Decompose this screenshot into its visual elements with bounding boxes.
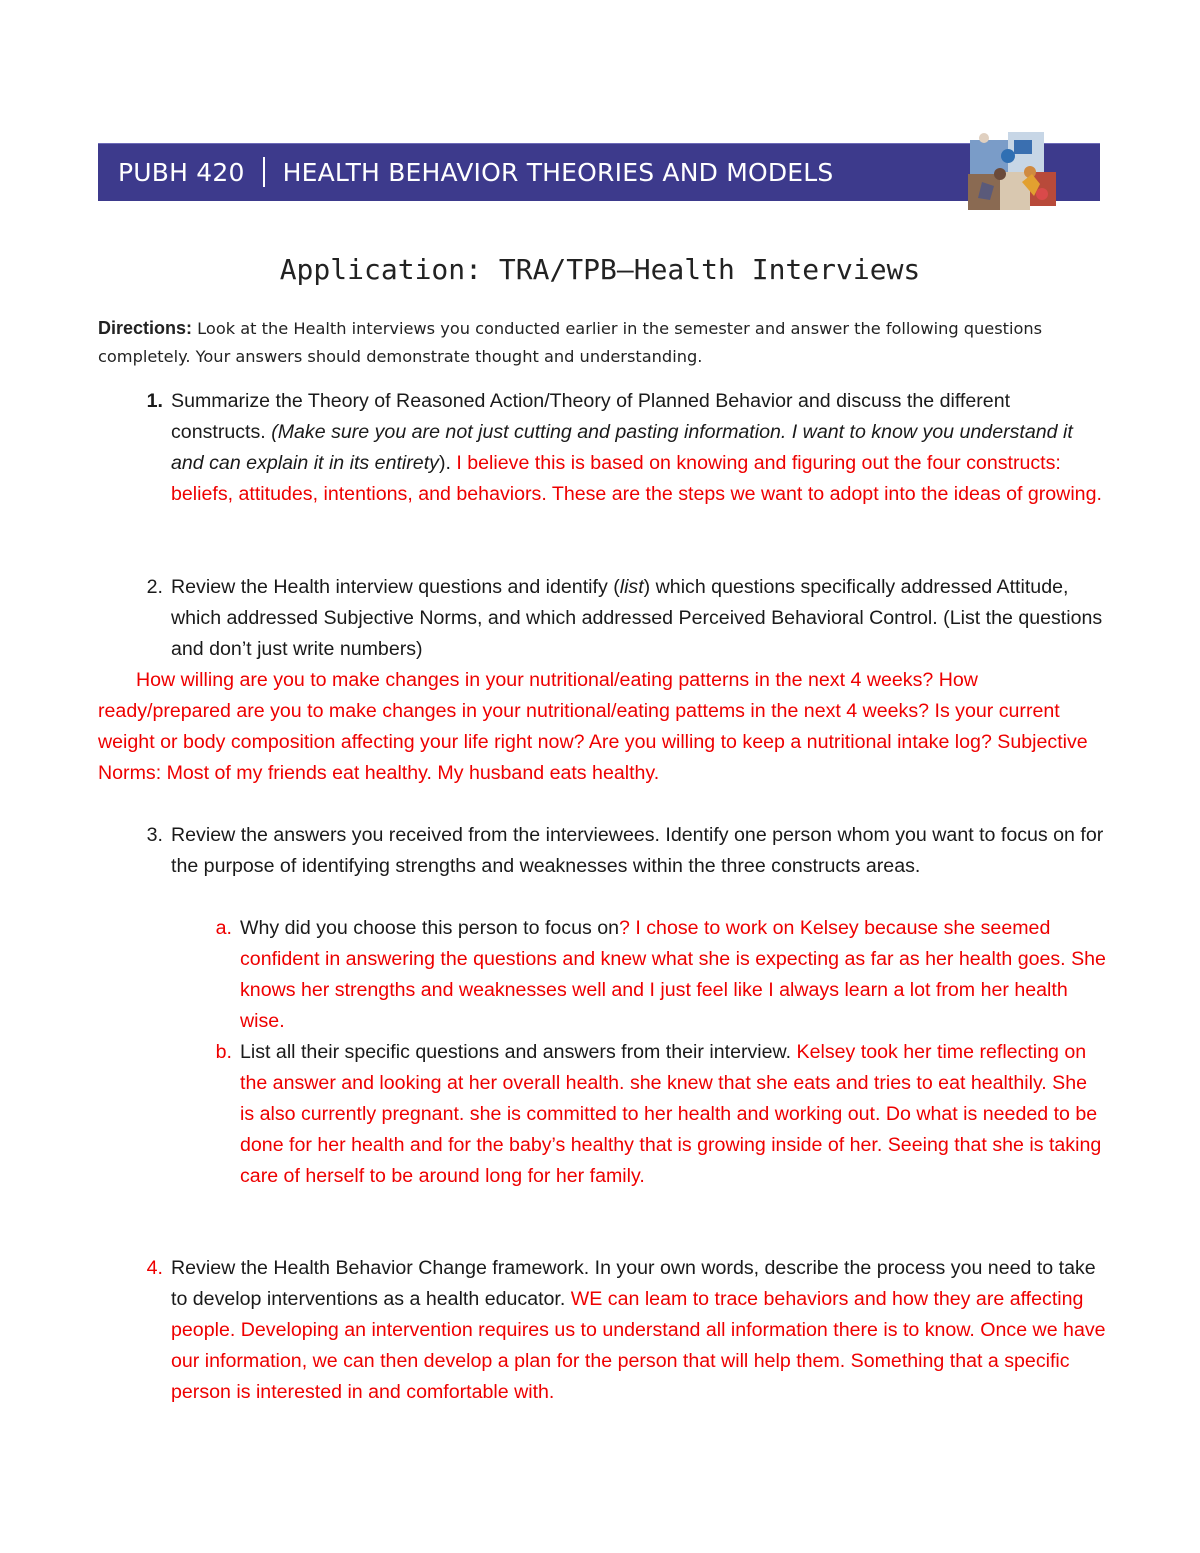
banner-divider [263, 157, 265, 187]
subitem-answer: Kelsey took her time reflecting on the answer and looking at her overall health. she knew that she eats and tries to eat healthily. She is also currently pregnant. she is committed to her health and working out. Do what is needed to be done for her health and for the baby’s healthy that is growing inside of her. Seeing that she is taking care of herself to be around long for her family. [240, 1041, 1102, 1187]
directions-paragraph [98, 314, 1058, 371]
question-prompt-italic: list [619, 576, 644, 598]
course-banner [98, 143, 1100, 201]
answer-text: I believe this is based on knowing and figuring out the four constructs: beliefs, attitudes, intentions, and behaviors. These are the steps we want to adopt into the ideas of growing. [171, 452, 1102, 505]
question-number: 4. [146, 1257, 163, 1279]
subitem-a [215, 913, 1106, 1037]
question-1 [146, 386, 1106, 510]
question-prompt-a: Review the Health interview questions and identify ( [171, 576, 620, 598]
subitem-prompt: Why did you choose this person to focus on [240, 917, 620, 939]
question-prompt-end: ). [438, 452, 457, 474]
question-prompt: Review the answers you received from the interviewees. Identify one person whom you want to focus on for the purpose of identifying strengths and weaknesses within the three constructs areas. [171, 824, 1104, 877]
question-number: 2. [146, 576, 163, 598]
directions-text: Look at the Health interviews you conducted earlier in the semester and answer the following questions completely. Your answers should demonstrate thought and understanding. [98, 319, 1043, 366]
question-prompt-italic: (Make sure you are not just cutting and pasting information. I want to know you understand it and can explain it in its entirety [171, 421, 1073, 474]
subitem-letter: a. [215, 917, 232, 939]
puzzle-logo-image [962, 122, 1062, 214]
question-2 [146, 572, 1106, 665]
subitem-letter: b. [215, 1041, 232, 1063]
question-4 [146, 1253, 1106, 1408]
question-prompt: Summarize the Theory of Reasoned Action/Theory of Planned Behavior and discuss the different constructs. [171, 390, 1011, 443]
course-code: PUBH 420 [118, 158, 245, 187]
question-prompt: Review the Health Behavior Change framework. In your own words, describe the process you need to take to develop interventions as a health educator. [171, 1257, 1096, 1310]
question-prompt-b: ) which questions specifically addressed Attitude, which addressed Subjective Norms, and which addressed Perceived Behavioral Control. (List the questions and don’t just write numbers) [171, 576, 1103, 660]
subitem-prompt: List all their specific questions and answers from their interview. [240, 1041, 797, 1063]
question-number: 1. [146, 390, 163, 412]
banner-title [118, 144, 834, 201]
question-number: 3. [146, 824, 163, 846]
answer-text: WE can leam to trace behaviors and how they are affecting people. Developing an intervention requires us to understand all information there is to know. Once we have our information, we can then develop a plan for the person that will help them. Something that a specific person is interested in and comfortable with. [171, 1288, 1106, 1403]
directions-label: Directions: [98, 318, 193, 338]
subitem-b [215, 1037, 1106, 1192]
question-3 [146, 820, 1106, 882]
course-title: HEALTH BEHAVIOR THEORIES AND MODELS [282, 158, 834, 187]
answer-2: How willing are you to make changes in your nutritional/eating patterns in the next 4 weeks? How ready/prepared are you to make changes in your nutritional/eating pattems in the next 4 weeks? Is your current weight or body composition affecting your life right now? Are you willing to keep a nutritional intake log? Subjective Norms: Most of my friends eat healthy. My husband eats healthy. [98, 669, 1088, 784]
subitem-answer: ? I chose to work on Kelsey because she seemed confident in answering the questions and knew what she is expecting as far as her health goes. She knows her strengths and weaknesses well and I just feel like I always learn a lot from her health wise. [240, 917, 1106, 1032]
document-title: Application: TRA/TPB—Health Interviews [279, 253, 921, 286]
